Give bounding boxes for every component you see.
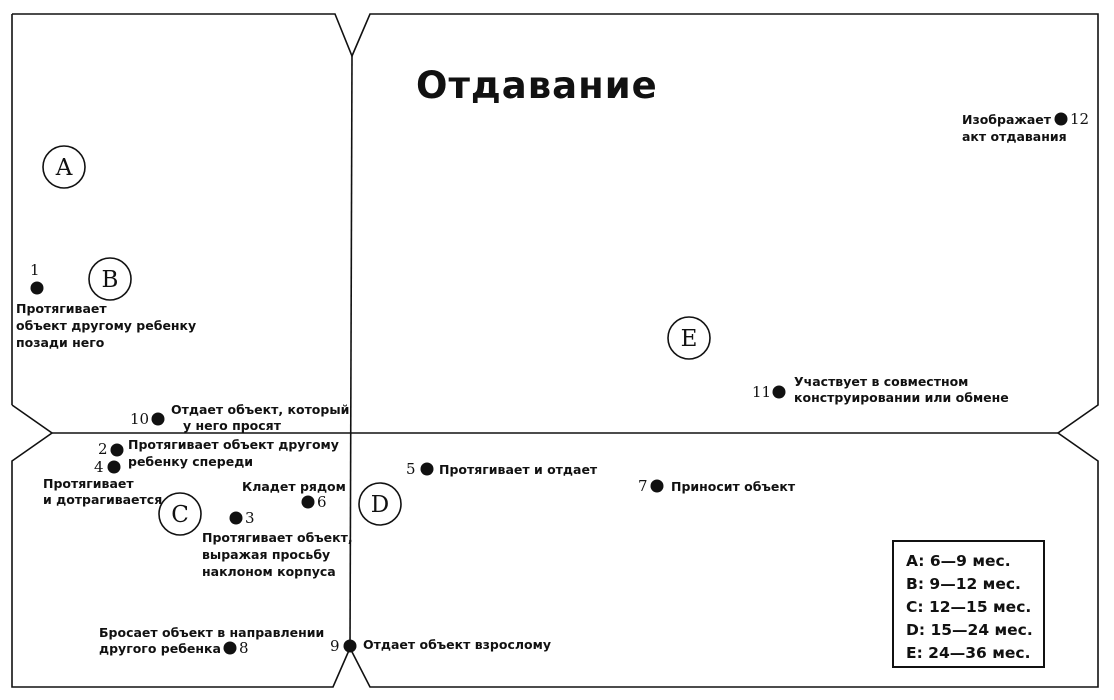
zone-circle-c [159,493,201,535]
point-dot-10 [152,413,165,426]
point-label-1-line2: объект другому ребенку [16,318,197,333]
point-number-9: 9 [330,637,340,655]
point-dot-1 [31,282,44,295]
point-dot-3 [230,512,243,525]
point-label-12-line1: Изображает [962,112,1052,127]
zone-letter-b: B [101,267,119,293]
point-label-11-line2: конструировании или обмене [794,390,1009,405]
point-label-4-line1: Протягивает [43,476,134,491]
point-label-8-line1: Бросает объект в направлении [99,625,325,640]
point-number-11: 11 [752,383,772,401]
zone-circle-d [359,483,401,525]
diagram-title: Отдавание [416,64,658,107]
point-number-3: 3 [245,509,255,527]
legend-row-b: B: 9—12 мес. [906,575,1021,593]
point-label-1-line3: позади него [16,335,105,350]
point-label-1-line1: Протягивает [16,301,107,316]
point-dot-8 [224,642,237,655]
legend-row-e: E: 24—36 мес. [906,644,1031,662]
point-number-1: 1 [30,261,40,279]
point-dot-12 [1055,113,1068,126]
point-label-7: Приносит объект [671,479,796,494]
point-label-6: Кладет рядом [242,479,346,494]
zone-circle-b [89,258,131,300]
point-label-10-line1: Отдает объект, который [171,402,350,417]
point-dot-2 [111,444,124,457]
point-label-4-line2: и дотрагивается [43,492,163,507]
point-number-5: 5 [406,460,416,478]
point-label-11-line1: Участвует в совместном [794,374,969,389]
point-number-7: 7 [638,477,648,495]
zone-circle-a [43,146,85,188]
point-number-10: 10 [130,410,150,428]
point-number-12: 12 [1070,110,1090,128]
point-label-3-line3: наклоном корпуса [202,564,336,579]
point-label-2-line1: Протягивает объект другому [128,437,339,452]
point-dot-4 [108,461,121,474]
point-label-3-line2: выражая просьбу [202,547,331,562]
point-dot-7 [651,480,664,493]
age-legend [892,540,1045,668]
point-label-12-line2: акт отдавания [962,129,1067,144]
point-label-3-line1: Протягивает объект, [202,530,353,545]
zone-letter-e: E [680,326,698,352]
point-label-10-line2: у него просят [183,418,281,433]
point-label-5: Протягивает и отдает [439,462,598,477]
point-number-4: 4 [94,458,104,476]
point-number-8: 8 [239,639,249,657]
zone-circle-e [668,317,710,359]
legend-row-c: C: 12—15 мес. [906,598,1032,616]
point-dot-6 [302,496,315,509]
legend-row-d: D: 15—24 мес. [906,621,1033,639]
point-dot-11 [773,386,786,399]
vertical-axis [350,56,352,648]
legend-row-a: A: 6—9 мес. [906,552,1011,570]
point-dot-5 [421,463,434,476]
point-number-2: 2 [98,440,108,458]
point-dot-9 [344,640,357,653]
point-label-8-line2: другого ребенка [99,641,221,656]
point-number-6: 6 [317,493,327,511]
zone-letter-a: A [55,155,73,181]
zone-letter-d: D [370,492,390,518]
point-label-2-line2: ребенку спереди [128,454,254,469]
zone-letter-c: C [171,502,189,528]
point-label-9: Отдает объект взрослому [363,637,551,652]
